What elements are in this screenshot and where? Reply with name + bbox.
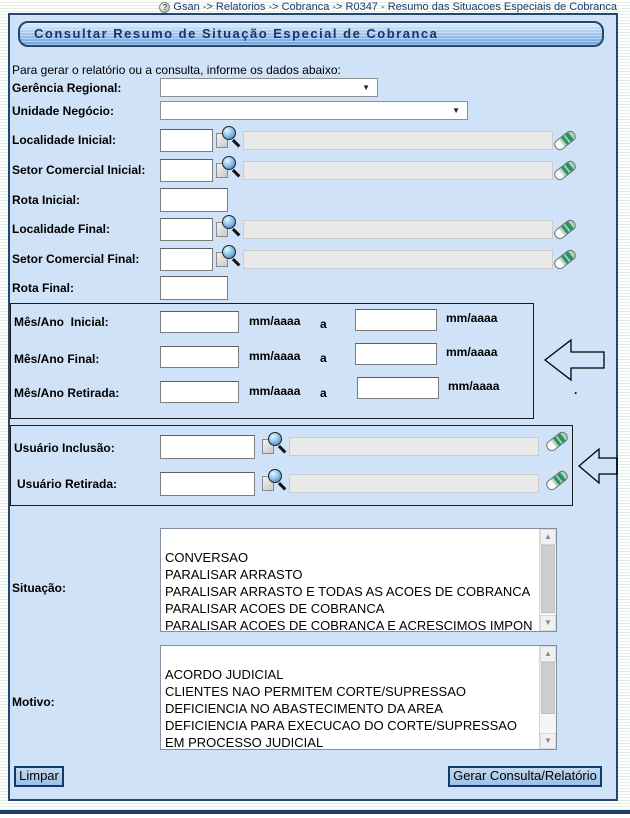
mask-label: mm/aaaa [448, 379, 500, 393]
rota-inicial-input[interactable] [160, 188, 228, 212]
situacao-option[interactable] [161, 529, 556, 549]
unidade-negocio-label: Unidade Negócio: [12, 104, 115, 118]
setor-comercial-inicial-label: Setor Comercial Inicial: [12, 163, 146, 177]
usuario-retirada-description [289, 474, 539, 493]
scrollbar-thumb[interactable] [541, 662, 555, 714]
setor-comercial-final-input[interactable] [160, 248, 213, 271]
usuario-retirada-input[interactable] [160, 472, 255, 496]
motivo-option[interactable]: ACORDO JUDICIAL [165, 667, 284, 682]
mes-ano-final-label: Mês/Ano Final: [14, 352, 100, 366]
search-icon[interactable] [261, 469, 286, 494]
situacao-label: Situação: [12, 581, 67, 595]
gerar-consulta-relatorio-button[interactable]: Gerar Consulta/Relatório [448, 766, 602, 787]
setor-comercial-inicial-input[interactable] [160, 159, 213, 182]
mes-ano-inicial-ate-input[interactable] [355, 309, 437, 331]
localidade-final-input[interactable] [160, 218, 213, 241]
situacao-option[interactable]: PARALISAR ARRASTO E TODAS AS ACOES DE COBRANCA [165, 584, 531, 599]
bottom-white-strip [0, 814, 630, 818]
motivo-option[interactable]: CLIENTES NAO PERMITEM CORTE/SUPRESSAO [165, 684, 466, 699]
gerencia-regional-select[interactable] [160, 78, 378, 97]
situacao-option[interactable]: PARALISAR ACOES DE COBRANCA E ACRESCIMOS IMPON [165, 618, 533, 632]
usuario-inclusao-input[interactable] [160, 435, 255, 459]
scrollbar[interactable] [539, 646, 556, 749]
scroll-up-icon[interactable]: ▲ [540, 529, 556, 545]
mask-label: mm/aaaa [446, 345, 498, 359]
chevron-down-icon: ▼ [452, 106, 460, 115]
scroll-up-icon[interactable]: ▲ [540, 646, 556, 662]
mask-label: mm/aaaa [446, 311, 498, 325]
eraser-icon[interactable] [553, 127, 578, 152]
breadcrumb[interactable] [159, 1, 617, 13]
mask-label: mm/aaaa [249, 314, 301, 328]
intro-text: Para gerar o relatório ou a consulta, informe os dados abaixo: [12, 63, 341, 77]
scrollbar[interactable] [539, 529, 556, 631]
localidade-inicial-label: Localidade Inicial: [12, 133, 117, 147]
left-arrow-icon [544, 337, 606, 383]
mask-label: mm/aaaa [249, 349, 301, 363]
mes-ano-inicial-label: Mês/Ano Inicial: [14, 315, 109, 329]
search-icon[interactable] [215, 126, 240, 151]
mes-ano-final-ate-input[interactable] [355, 343, 437, 365]
situacao-option[interactable]: CONVERSAO [165, 550, 249, 565]
eraser-icon[interactable] [553, 246, 578, 271]
motivo-option[interactable] [161, 646, 556, 666]
motivo-label: Motivo: [12, 695, 55, 709]
mes-ano-retirada-de-input[interactable] [160, 381, 239, 403]
localidade-final-label: Localidade Final: [12, 222, 111, 236]
motivo-option[interactable]: DEFICIENCIA PARA EXECUCAO DO CORTE/SUPRESSAO [165, 718, 518, 733]
eraser-icon[interactable] [545, 467, 570, 492]
search-icon[interactable] [215, 245, 240, 270]
range-separator: a [320, 317, 327, 331]
scroll-down-icon[interactable]: ▼ [540, 733, 556, 749]
mes-ano-retirada-ate-input[interactable] [357, 377, 439, 399]
setor-comercial-inicial-description [243, 161, 553, 180]
limpar-button[interactable]: Limpar [14, 766, 64, 787]
setor-comercial-final-description [243, 250, 553, 269]
eraser-icon[interactable] [545, 428, 570, 453]
motivo-option[interactable]: DEFICIENCIA NO ABASTECIMENTO DA AREA [165, 701, 443, 716]
gerencia-regional-label: Gerência Regional: [12, 81, 122, 95]
rota-final-input[interactable] [160, 276, 228, 300]
motivo-listbox[interactable] [160, 645, 557, 750]
localidade-final-description [243, 220, 553, 239]
mes-ano-retirada-label: Mês/Ano Retirada: [14, 386, 120, 400]
page-title: Consultar Resumo de Situação Especial de Cobranca [18, 21, 604, 47]
search-icon[interactable] [215, 215, 240, 240]
range-separator: a [320, 351, 327, 365]
usuario-retirada-label: Usuário Retirada: [17, 477, 118, 491]
localidade-inicial-input[interactable] [160, 129, 213, 152]
situacao-option[interactable]: PARALISAR ACOES DE COBRANCA [165, 601, 385, 616]
eraser-icon[interactable] [553, 157, 578, 182]
localidade-inicial-description [243, 131, 553, 150]
left-arrow-icon [578, 443, 620, 489]
mes-ano-inicial-de-input[interactable] [160, 311, 239, 333]
setor-comercial-final-label: Setor Comercial Final: [12, 252, 140, 266]
search-icon[interactable] [261, 432, 286, 457]
motivo-option[interactable]: EM PROCESSO JUDICIAL [165, 735, 324, 750]
range-separator: a [320, 386, 327, 400]
rota-final-label: Rota Final: [12, 281, 74, 295]
eraser-icon[interactable] [553, 216, 578, 241]
help-icon[interactable]: ? [159, 2, 170, 13]
usuario-inclusao-description [289, 437, 539, 456]
mask-label: mm/aaaa [249, 384, 301, 398]
mes-ano-final-de-input[interactable] [160, 346, 239, 368]
breadcrumb-text[interactable]: Gsan -> Relatorios -> Cobranca -> R0347 - Resumo das Situacoes Especiais de Cobranca [173, 1, 617, 13]
search-icon[interactable] [215, 156, 240, 181]
chevron-down-icon: ▼ [362, 83, 370, 92]
scroll-down-icon[interactable]: ▼ [540, 615, 556, 631]
dot-annotation: . [574, 383, 578, 397]
scrollbar-thumb[interactable] [541, 545, 555, 613]
situacao-option[interactable]: PARALISAR ARRASTO [165, 567, 303, 582]
situacao-listbox[interactable] [160, 528, 557, 632]
usuario-inclusao-label: Usuário Inclusão: [14, 441, 115, 455]
rota-inicial-label: Rota Inicial: [12, 193, 81, 207]
unidade-negocio-select[interactable] [160, 101, 468, 120]
